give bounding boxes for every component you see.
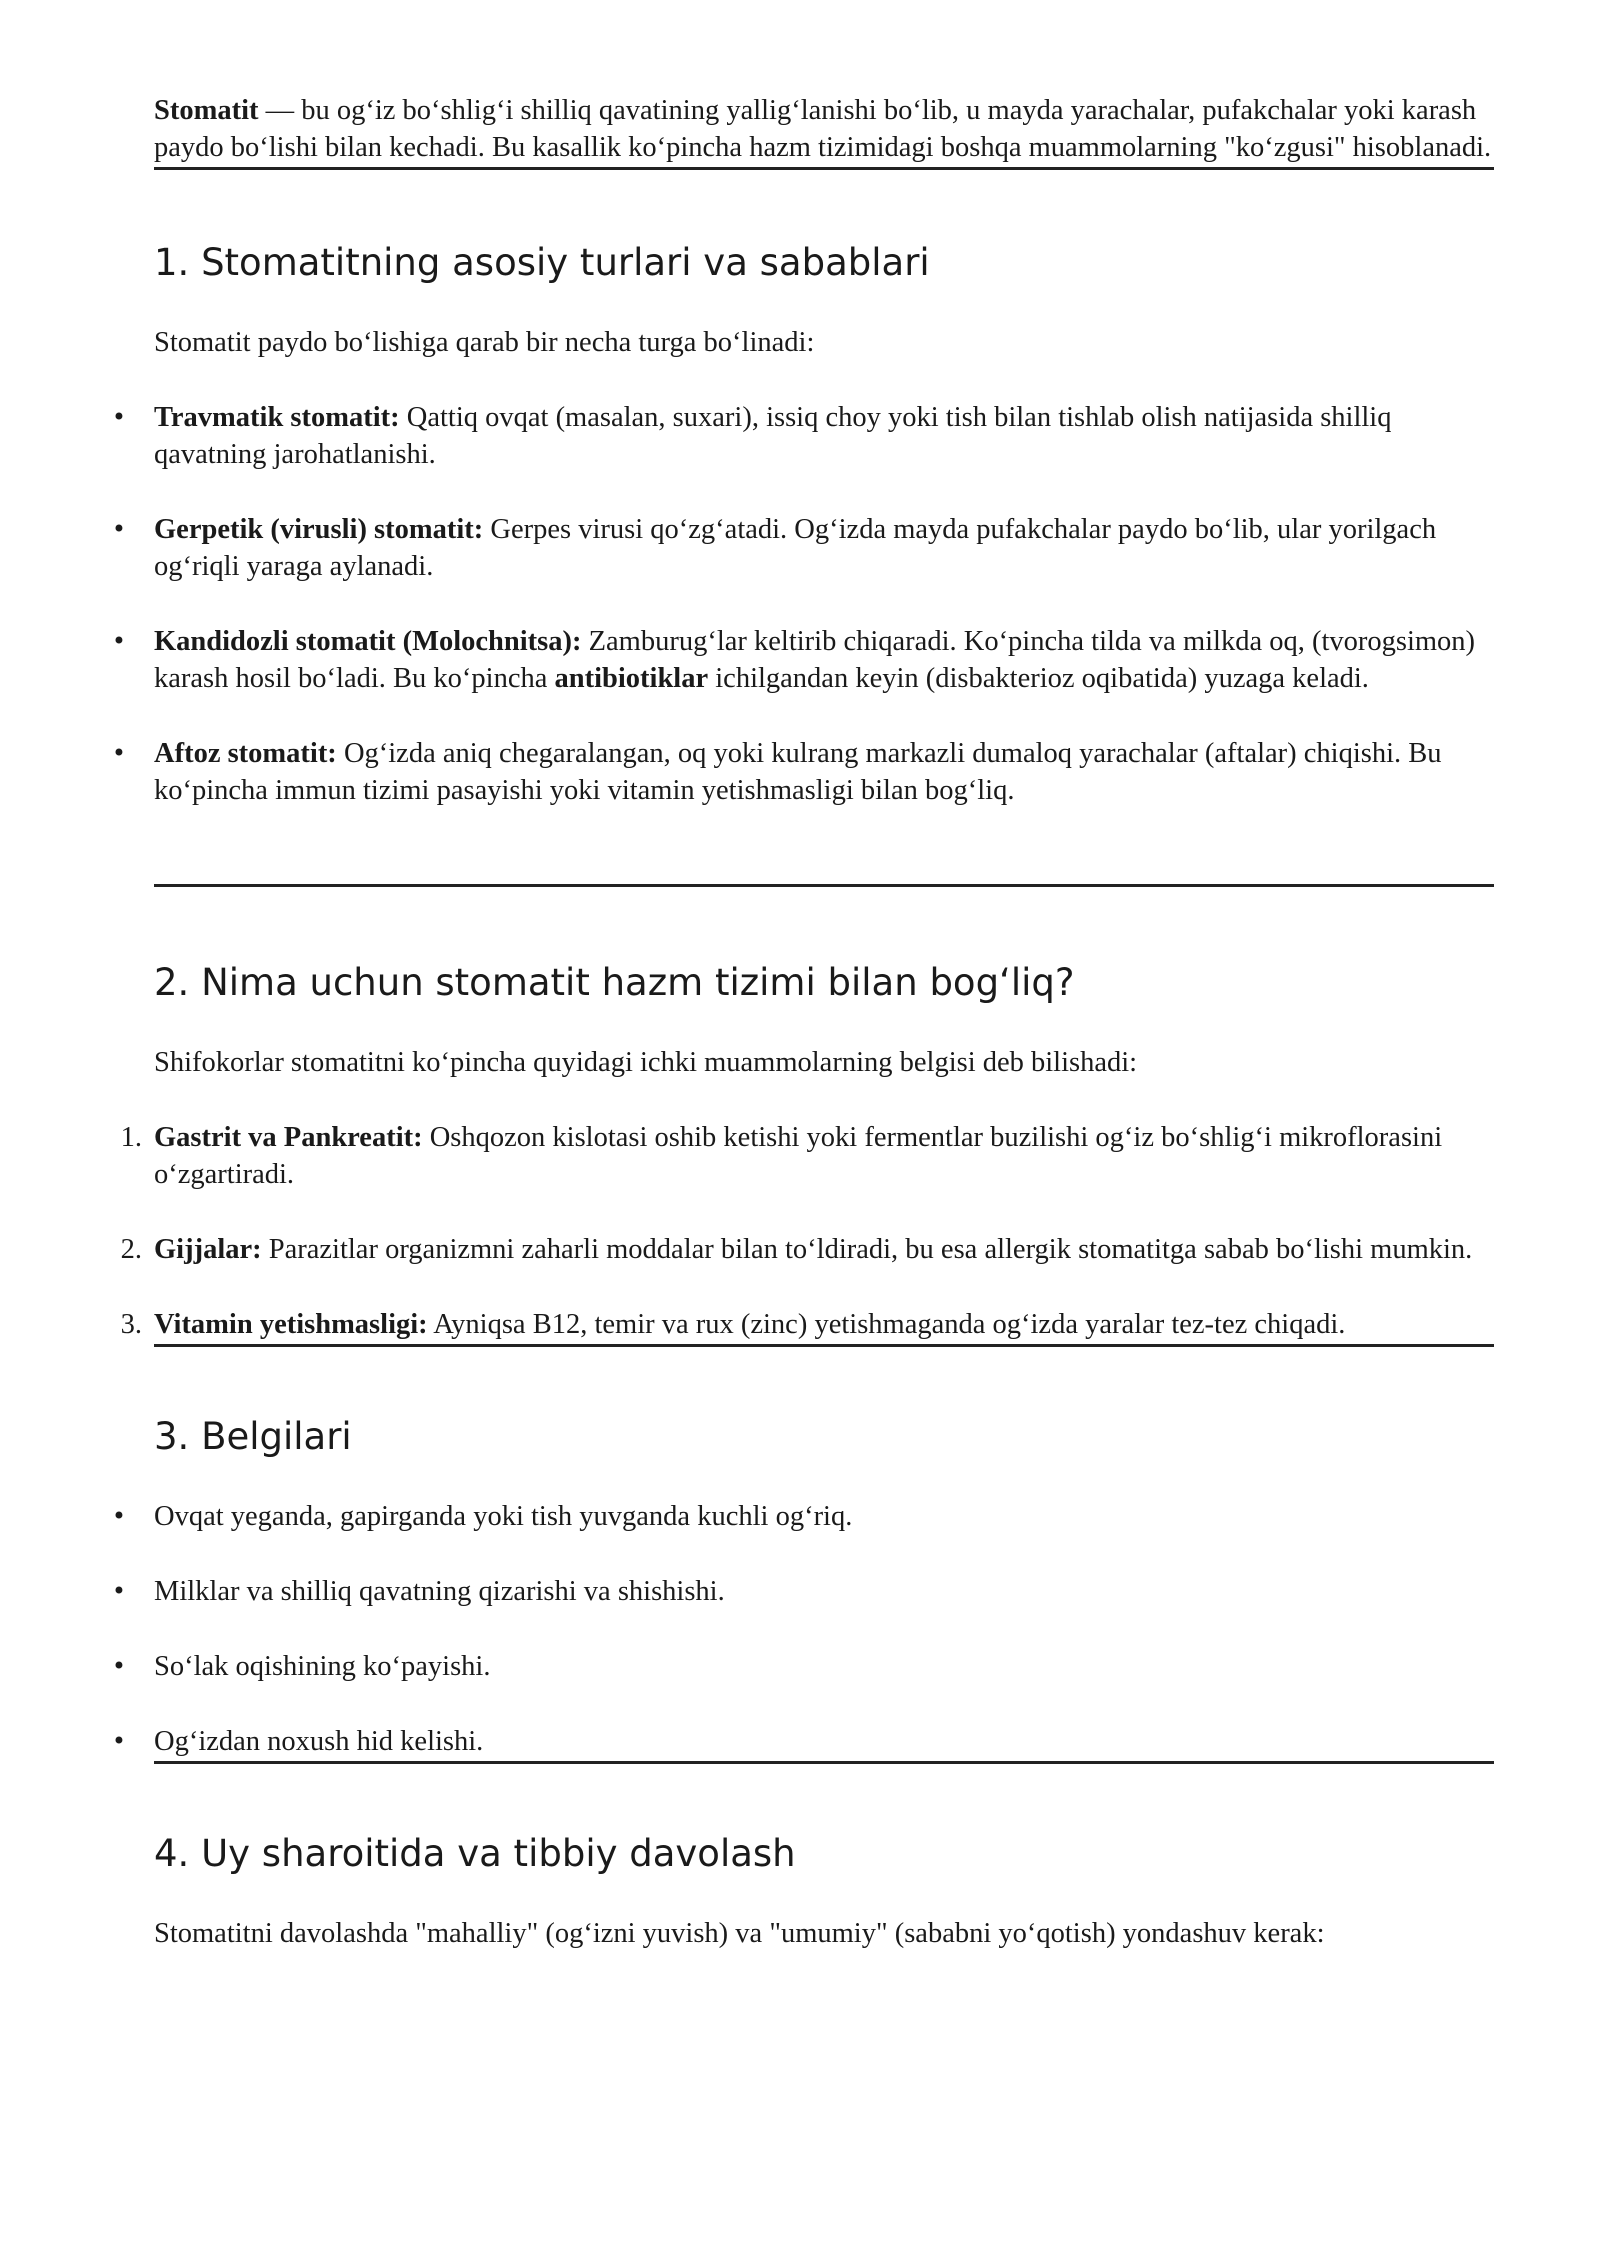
item-text: So‘lak oqishining ko‘payishi. <box>154 1651 491 1682</box>
bullet-icon: • <box>111 627 127 655</box>
item-number: 3. <box>120 1309 142 1340</box>
bullet-icon: • <box>111 1577 127 1605</box>
bullet-icon: • <box>111 515 127 543</box>
item-number: 2. <box>120 1234 142 1265</box>
section-1-list <box>111 399 1494 809</box>
item-text: Zamburug‘lar keltirib chiqaradi. Ko‘pincha tilda va milkda oq, (tvorogsimon) karash hosil bo‘ladi. Bu ko‘pincha <box>154 626 1476 694</box>
item-label: Gastrit va Pankreatit: <box>154 1122 423 1153</box>
section-divider <box>154 167 1494 170</box>
list-item <box>111 1648 1494 1685</box>
section-2-heading: 2. Nima uchun stomatit hazm tizimi bilan bog‘liq? <box>154 961 1075 1004</box>
item-label: Travmatik stomatit: <box>154 402 400 433</box>
intro-term: Stomatit <box>154 95 259 126</box>
document-page <box>111 92 1494 1952</box>
item-text: Milklar va shilliq qavatning qizarishi va shishishi. <box>154 1576 725 1607</box>
item-text: Og‘izda aniq chegaralangan, oq yoki kulrang markazli dumaloq yarachalar (aftalar) chiqishi. Bu ko‘pincha immun tizimi pasayishi yoki vitamin yetishmasligi bilan bog‘liq. <box>154 738 1442 806</box>
list-item <box>111 399 1494 473</box>
list-item <box>120 1231 1494 1268</box>
list-item <box>120 1306 1494 1343</box>
list-item <box>120 1119 1494 1193</box>
bullet-icon: • <box>111 1727 127 1755</box>
bullet-icon: • <box>111 1502 127 1530</box>
section-divider <box>154 884 1494 887</box>
list-item <box>111 735 1494 809</box>
item-text: Qattiq ovqat (masalan, suxari), issiq choy yoki tish bilan tishlab olish natijasida shilliq qavatning jarohatlanishi. <box>154 402 1392 470</box>
section-1-lead: Stomatit paydo bo‘lishiga qarab bir necha turga bo‘linadi: <box>154 327 815 358</box>
list-item <box>111 511 1494 585</box>
intro-text: — bu og‘iz bo‘shlig‘i shilliq qavatining yallig‘lanishi bo‘lib, u mayda yarachalar, pufakchalar yoki karash paydo bo‘lishi bilan kechadi. Bu kasallik ko‘pincha hazm tizimidagi boshqa muammolarning "ko‘zgusi" hisoblanadi. <box>154 95 1492 163</box>
section-4-heading: 4. Uy sharoitida va tibbiy davolash <box>154 1832 796 1875</box>
item-text: Og‘izdan noxush hid kelishi. <box>154 1726 484 1757</box>
section-2-list <box>120 1119 1494 1343</box>
section-divider <box>154 1344 1494 1347</box>
item-text: Ayniqsa B12, temir va rux (zinc) yetishmaganda og‘izda yaralar tez-tez chiqadi. <box>427 1309 1346 1340</box>
item-label: Kandidozli stomatit (Molochnitsa): <box>154 626 582 657</box>
section-3-heading: 3. Belgilari <box>154 1415 352 1458</box>
item-text: ichilgandan keyin (disbakterioz oqibatida) yuzaga keladi. <box>708 663 1369 694</box>
section-3-list <box>111 1498 1494 1760</box>
item-label: Vitamin yetishmasligi: <box>154 1309 428 1340</box>
bullet-icon: • <box>111 1652 127 1680</box>
list-item <box>111 623 1494 697</box>
item-number: 1. <box>120 1122 142 1153</box>
item-label: Aftoz stomatit: <box>154 738 337 769</box>
section-4-lead: Stomatitni davolashda "mahalliy" (og‘izni yuvish) va "umumiy" (sababni yo‘qotish) yondashuv kerak: <box>154 1918 1325 1949</box>
item-text: Oshqozon kislotasi oshib ketishi yoki fermentlar buzilishi og‘iz bo‘shlig‘i mikroflorasini o‘zgartiradi. <box>154 1122 1443 1190</box>
section-divider <box>154 1761 1494 1764</box>
list-item <box>111 1573 1494 1610</box>
list-item <box>111 1498 1494 1535</box>
section-1-heading: 1. Stomatitning asosiy turlari va sabablari <box>154 241 930 284</box>
item-text: Ovqat yeganda, gapirganda yoki tish yuvganda kuchli og‘riq. <box>154 1501 853 1532</box>
bullet-icon: • <box>111 739 127 767</box>
item-label: Gijjalar: <box>154 1234 262 1265</box>
bullet-icon: • <box>111 403 127 431</box>
section-2-lead: Shifokorlar stomatitni ko‘pincha quyidagi ichki muammolarning belgisi deb bilishadi: <box>154 1047 1138 1078</box>
item-emphasis: antibiotiklar <box>554 663 709 694</box>
item-text: Parazitlar organizmni zaharli moddalar bilan to‘ldiradi, bu esa allergik stomatitga sabab bo‘lishi mumkin. <box>261 1234 1473 1265</box>
item-label: Gerpetik (virusli) stomatit: <box>154 514 484 545</box>
intro-paragraph <box>154 92 1494 166</box>
item-text: Gerpes virusi qo‘zg‘atadi. Og‘izda mayda pufakchalar paydo bo‘lib, ular yorilgach og‘riqli yaraga aylanadi. <box>154 514 1437 582</box>
list-item <box>111 1723 1494 1760</box>
